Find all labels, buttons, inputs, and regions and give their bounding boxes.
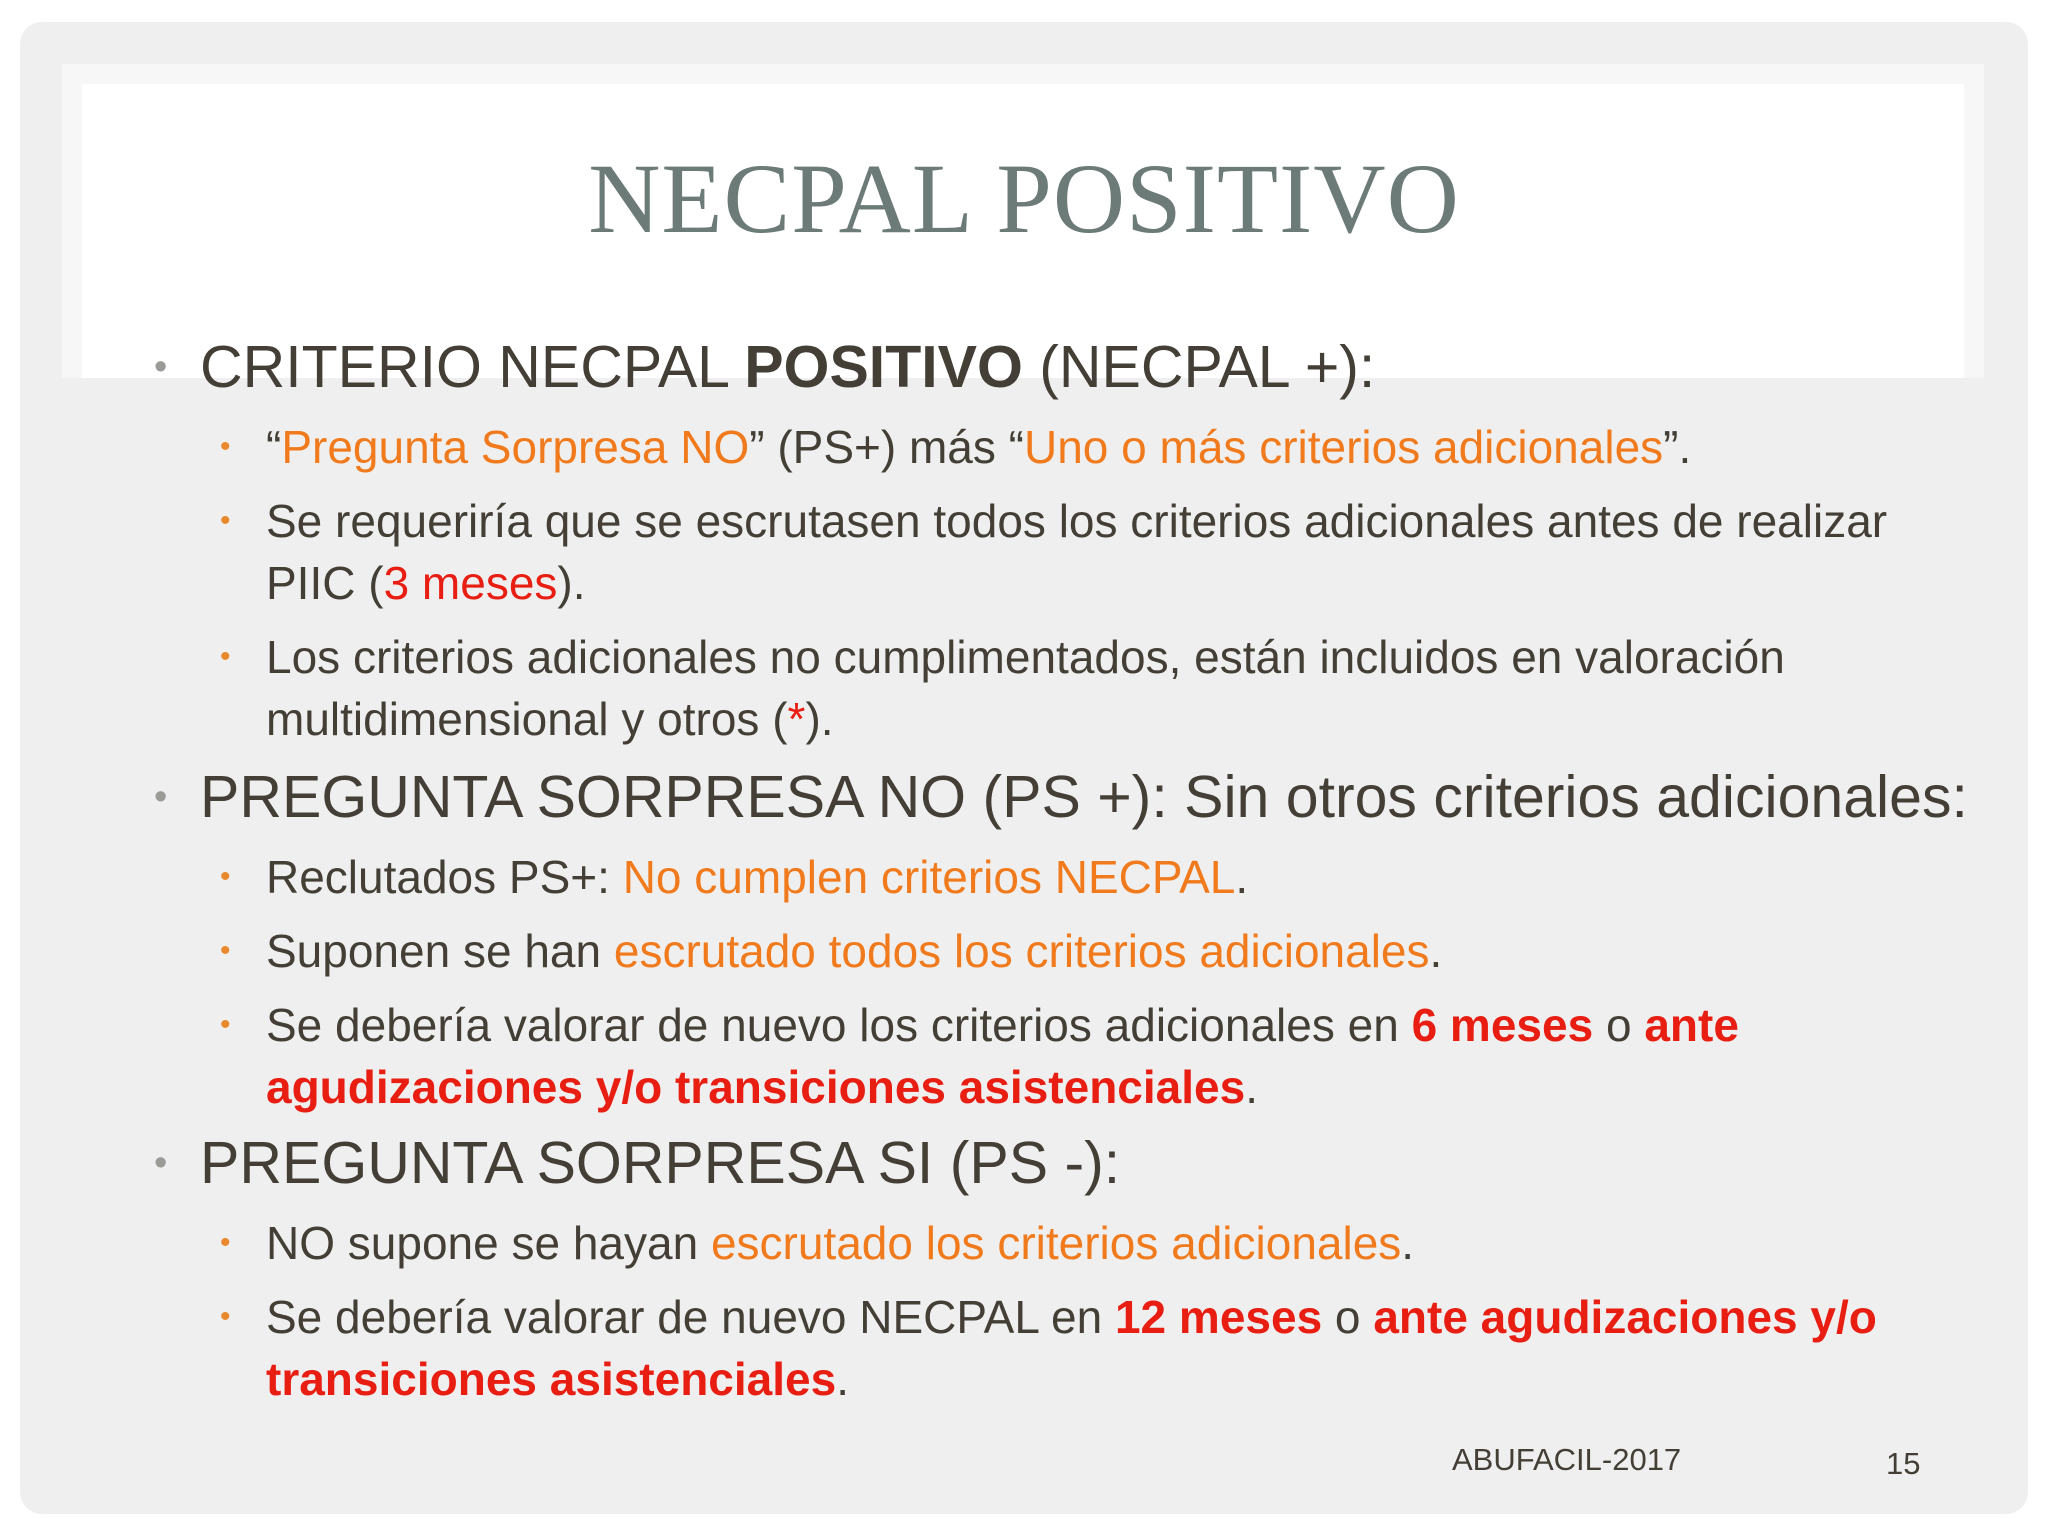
text: CRITERIO NECPAL	[200, 334, 745, 400]
highlight-text: 12 meses	[1114, 1291, 1323, 1343]
text: Suponen se han	[266, 925, 614, 977]
text: o	[1322, 1291, 1374, 1343]
bullet-criterio-necpal	[154, 334, 1376, 400]
sub-bullet-pregunta-sorpresa	[220, 416, 1946, 478]
highlight-text: 3 meses	[383, 557, 558, 609]
bullet-icon: •	[220, 934, 231, 967]
text: Reclutados PS+:	[266, 851, 623, 903]
highlight-text: No cumplen criterios NECPAL	[622, 851, 1236, 903]
sub-bullet-no-cumplimentados	[220, 626, 1946, 750]
sub-bullet-no-supone	[220, 1212, 1946, 1274]
highlight-text: escrutado los criterios adicionales	[710, 1217, 1402, 1269]
highlight-text: *	[787, 693, 806, 745]
bullet-icon: •	[220, 1226, 231, 1259]
highlight-text: 6 meses	[1411, 999, 1594, 1051]
text: ).	[557, 557, 586, 609]
slide-footer: ABUFACIL-2017	[1452, 1442, 1682, 1477]
bullet-icon: •	[154, 346, 168, 388]
text: ” (PS+) más “	[749, 421, 1024, 473]
bullet-pregunta-sorpresa-no	[154, 764, 1968, 830]
text: Se debería valorar de nuevo NECPAL en	[266, 1291, 1115, 1343]
text: .	[836, 1353, 849, 1405]
page-number: 15	[1886, 1446, 1921, 1481]
highlight-text: escrutado todos los criterios adicionales	[613, 925, 1430, 977]
text: NO supone se hayan	[266, 1217, 711, 1269]
text: PREGUNTA SORPRESA SI (PS -):	[200, 1130, 1121, 1196]
sub-bullet-suponen	[220, 920, 1946, 982]
bullet-icon: •	[220, 640, 231, 673]
sub-bullet-escrutasen	[220, 490, 1946, 614]
bullet-icon: •	[220, 1008, 231, 1041]
text: ”.	[1663, 421, 1692, 473]
slide	[20, 22, 2028, 1514]
text: Se requeriría que se escrutasen todos los criterios adicionales antes de realizar PIIC (	[266, 495, 1888, 609]
bullet-icon: •	[154, 776, 168, 818]
text: “	[266, 421, 282, 473]
bullet-icon: •	[220, 430, 231, 463]
sub-bullet-reclutados	[220, 846, 1946, 908]
text: .	[1401, 1217, 1415, 1269]
bullet-pregunta-sorpresa-si	[154, 1130, 1121, 1196]
text: Los criterios adicionales no cumplimentados, están incluidos en valoración multidimensional y otros (	[266, 631, 1785, 745]
highlight-text: ante agudizaciones y/o transiciones asistenciales	[266, 1291, 1877, 1405]
sub-bullet-valorar-12-meses	[220, 1286, 1946, 1410]
bullet-icon: •	[220, 1300, 231, 1333]
highlight-text: Pregunta Sorpresa NO	[281, 421, 750, 473]
bullet-icon: •	[220, 860, 231, 893]
highlight-text: ante agudizaciones y/o transiciones asistenciales	[266, 999, 1739, 1113]
text-bold: POSITIVO	[744, 334, 1023, 400]
text: .	[1245, 1061, 1258, 1113]
text: .	[1235, 851, 1249, 903]
bullet-icon: •	[154, 1142, 168, 1184]
bullet-icon: •	[220, 504, 231, 537]
sub-bullet-valorar-6-meses	[220, 994, 1946, 1118]
text: .	[1429, 925, 1443, 977]
text: (NECPAL +):	[1022, 334, 1376, 400]
text: ).	[805, 693, 834, 745]
text: Se debería valorar de nuevo los criterios adicionales en	[266, 999, 1412, 1051]
text: PREGUNTA SORPRESA NO (PS +): Sin otros criterios adicionales:	[200, 764, 1968, 830]
text: o	[1593, 999, 1645, 1051]
highlight-text: Uno o más criterios adicionales	[1023, 421, 1664, 473]
slide-title: NECPAL POSITIVO	[588, 143, 1460, 254]
